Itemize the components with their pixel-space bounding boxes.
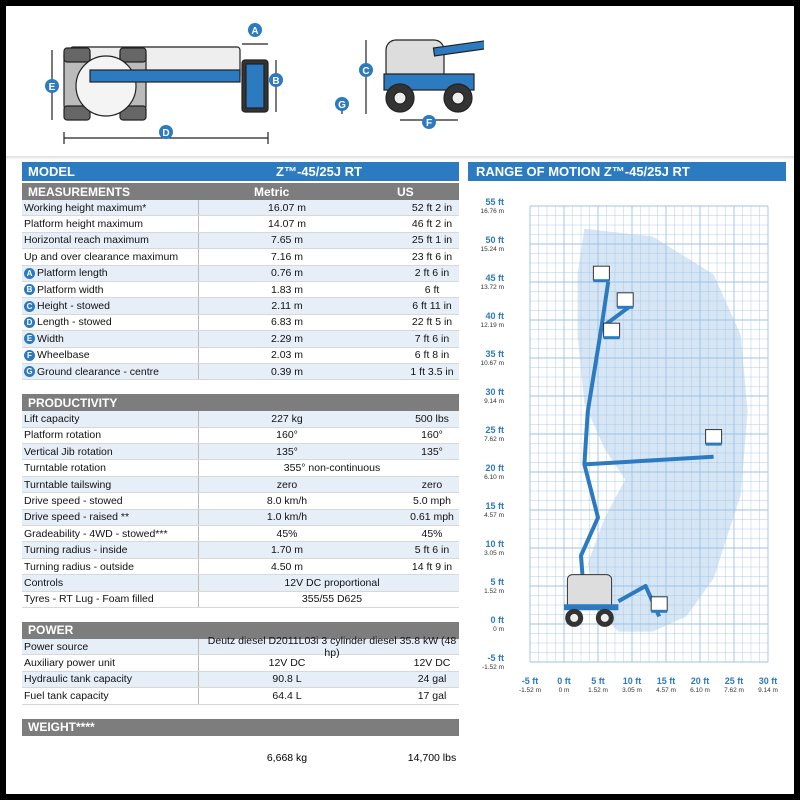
x-tick-label-m: -1.52 m: [518, 687, 542, 694]
y-tick-label-m: 10.67 m: [480, 360, 504, 367]
power-rows: [22, 634, 459, 705]
column-divider: [198, 526, 199, 541]
model-header: [22, 162, 459, 181]
measurements-row: [22, 216, 459, 232]
measurements-row-us: 6 ft 8 in: [414, 349, 450, 362]
x-tick-label-ft: 25 ft: [724, 676, 744, 686]
productivity-row: [22, 477, 459, 493]
productivity-row-us: 45%: [421, 527, 443, 540]
measurements-row-label: D Length - stowed: [24, 316, 112, 328]
productivity-row-label: Tyres - RT Lug - Foam filled: [24, 593, 154, 606]
platform-basket: [604, 323, 620, 337]
productivity-rows: [22, 411, 459, 608]
productivity-row-us: 500 lbs: [415, 412, 449, 425]
column-divider: [198, 477, 199, 492]
power-row-label: Hydraulic tank capacity: [24, 673, 132, 686]
platform-floor: [651, 610, 667, 613]
column-divider: [198, 266, 199, 281]
productivity-row-us: 135°: [421, 445, 443, 458]
column-divider: [198, 249, 199, 264]
power-row: [22, 655, 459, 671]
productivity-row-us: 5 ft 6 in: [414, 544, 450, 557]
y-tick-label-ft: 45 ft: [485, 273, 504, 283]
platform-basket: [617, 293, 633, 307]
x-tick-label-m: 6.10 m: [690, 687, 710, 694]
measurements-row-label: C Height - stowed: [24, 300, 110, 312]
productivity-row: [22, 559, 459, 575]
measurements-row-us: 25 ft 1 in: [411, 234, 453, 247]
productivity-row-us: 5.0 mph: [413, 494, 451, 507]
measurements-row-metric: 2.03 m: [270, 349, 304, 362]
measurements-row-label: Platform height maximum: [24, 218, 144, 231]
productivity-row-metric: 4.50 m: [270, 560, 304, 573]
measurements-row: [22, 364, 459, 380]
productivity-row-label: Gradeability - 4WD - stowed***: [24, 527, 168, 540]
y-tick-label-m: 12.19 m: [480, 322, 504, 329]
productivity-row: [22, 542, 459, 558]
productivity-row-label: Turning radius - outside: [24, 560, 134, 573]
power-row-us: 12V DC: [413, 657, 451, 670]
column-divider: [198, 364, 199, 379]
column-divider: [198, 411, 199, 426]
productivity-row-us: 0.61 mph: [410, 511, 454, 524]
spec-table: [22, 162, 459, 764]
measurements-row: [22, 298, 459, 314]
power-row: [22, 634, 459, 659]
column-divider: [198, 592, 199, 607]
y-tick-label-ft: 25 ft: [485, 425, 504, 435]
x-tick-label-ft: 20 ft: [690, 676, 710, 686]
productivity-row-label: Lift capacity: [24, 412, 80, 425]
power-row-label: Power source: [24, 640, 89, 653]
dimension-badge: E: [24, 333, 35, 344]
measurements-row-us: 46 ft 2 in: [411, 218, 453, 231]
measurements-row-label: Up and over clearance maximum: [24, 250, 179, 263]
section-divider: [6, 156, 794, 160]
platform-floor: [617, 306, 633, 309]
y-tick-label-m: 16.76 m: [480, 208, 504, 215]
platform-basket: [651, 597, 667, 611]
measurements-row-metric: 1.83 m: [270, 283, 304, 296]
dimension-badge: B: [24, 284, 35, 295]
productivity-row-label: Vertical Jib rotation: [24, 445, 113, 458]
productivity-row-metric: 1.70 m: [270, 544, 304, 557]
dimension-badge: C: [24, 301, 35, 312]
measurements-row-metric: 6.83 m: [270, 316, 304, 329]
spec-sheet: [6, 6, 794, 794]
power-row-metric: 12V DC: [268, 657, 306, 670]
x-tick-label-m: 4.57 m: [656, 687, 676, 694]
y-tick-label-m: 4.57 m: [484, 512, 504, 519]
productivity-row-value: 12V DC proportional: [284, 576, 380, 589]
measurements-row-us: 6 ft: [424, 283, 440, 296]
platform-floor: [604, 336, 620, 339]
x-tick-label-m: 1.52 m: [588, 687, 608, 694]
weight-header: [22, 719, 459, 736]
productivity-row: [22, 428, 459, 444]
weight-title: WEIGHT****: [28, 720, 95, 735]
range-of-motion-title: RANGE OF MOTION Z™-45/25J RT: [476, 164, 690, 179]
power-row-us: 17 gal: [417, 689, 447, 702]
measurements-row-label: A Platform length: [24, 267, 108, 279]
measurements-row-us: 22 ft 5 in: [411, 316, 453, 329]
badge-d: D: [162, 128, 170, 139]
measurements-row: [22, 315, 459, 331]
productivity-row: [22, 592, 459, 608]
measurements-rows: [22, 200, 459, 380]
y-tick-label-ft: 35 ft: [485, 349, 504, 359]
platform-basket: [706, 430, 722, 444]
column-divider: [198, 216, 199, 231]
column-divider: [198, 298, 199, 313]
measurements-row-label: E Width: [24, 333, 64, 345]
x-tick-label-ft: 0 ft: [557, 676, 571, 686]
measurements-row-metric: 7.65 m: [270, 234, 304, 247]
platform-floor: [706, 443, 722, 446]
range-of-motion-header: [468, 162, 786, 181]
weight-row: [22, 736, 459, 764]
productivity-row: [22, 510, 459, 526]
productivity-row-metric: 227 kg: [271, 412, 303, 425]
column-divider: [198, 331, 199, 346]
y-tick-label-m: 13.72 m: [480, 284, 504, 291]
machine-dimension-drawings: [24, 10, 484, 158]
column-divider: [198, 444, 199, 459]
y-tick-label-m: 1.52 m: [484, 588, 504, 595]
column-divider: [198, 510, 199, 525]
measurements-row: [22, 233, 459, 249]
y-tick-label-ft: 0 ft: [490, 615, 504, 625]
power-row: [22, 672, 459, 688]
y-tick-label-ft: 5 ft: [490, 577, 504, 587]
x-tick-label-m: 9.14 m: [758, 687, 778, 694]
measurements-row-metric: 2.29 m: [270, 332, 304, 345]
dimension-badge: D: [24, 317, 35, 328]
x-tick-label-ft: 30 ft: [758, 676, 778, 686]
productivity-row: [22, 411, 459, 427]
weight-us: 14,700 lbs: [407, 751, 457, 764]
dimension-badge: G: [24, 366, 35, 377]
x-tick-label-ft: -5 ft: [521, 676, 539, 686]
measurements-row-us: 2 ft 6 in: [414, 267, 450, 280]
productivity-row: [22, 493, 459, 509]
column-divider: [198, 575, 199, 590]
measurements-row-metric: 14.07 m: [268, 218, 306, 231]
y-tick-label-m: 6.10 m: [484, 474, 504, 481]
productivity-row: [22, 575, 459, 591]
platform-floor: [593, 279, 609, 282]
measurements-row-label: F Wheelbase: [24, 349, 90, 361]
y-tick-label-ft: 30 ft: [485, 387, 504, 397]
badge-e: E: [48, 82, 56, 93]
x-tick-label-ft: 10 ft: [622, 676, 642, 686]
column-divider: [198, 428, 199, 443]
productivity-row: [22, 526, 459, 542]
column-divider: [198, 559, 199, 574]
productivity-row-label: Turning radius - inside: [24, 544, 128, 557]
productivity-row-us: zero: [421, 478, 443, 491]
productivity-row-metric: 135°: [276, 445, 298, 458]
y-tick-label-ft: 15 ft: [485, 501, 504, 511]
range-of-motion-chart: [468, 182, 786, 702]
measurements-row-metric: 0.39 m: [270, 365, 304, 378]
productivity-row-metric: 160°: [276, 429, 298, 442]
productivity-row-value: 355° non-continuous: [283, 462, 381, 475]
badge-b: B: [272, 76, 280, 87]
productivity-row: [22, 444, 459, 460]
power-title: POWER: [28, 623, 74, 638]
y-tick-label-ft: 10 ft: [485, 539, 504, 549]
productivity-row-metric: 1.0 km/h: [266, 511, 308, 524]
productivity-row-metric: 45%: [276, 527, 298, 540]
measurements-row-metric: 7.16 m: [270, 250, 304, 263]
range-of-motion-panel: [468, 162, 786, 792]
column-divider: [198, 348, 199, 363]
measurements-header: [22, 183, 459, 200]
measurements-row-label: Horizontal reach maximum: [24, 234, 149, 247]
y-tick-label-ft: -5 ft: [487, 653, 504, 663]
measurements-row: [22, 331, 459, 347]
weight-metric: 6,668 kg: [266, 751, 308, 764]
column-divider: [198, 282, 199, 297]
productivity-row-us: 14 ft 9 in: [411, 560, 453, 573]
badge-g: G: [338, 100, 346, 111]
power-row: [22, 688, 459, 704]
machine-hub: [570, 614, 578, 622]
measurements-row-us: 1 ft 3.5 in: [410, 365, 454, 378]
power-row-us: 24 gal: [417, 673, 447, 686]
badge-f: F: [425, 118, 433, 129]
productivity-row-value: 355/55 D625: [301, 593, 363, 606]
column-divider: [198, 542, 199, 557]
productivity-row: [22, 460, 459, 476]
y-tick-label-ft: 20 ft: [485, 463, 504, 473]
power-row-metric: 64.4 L: [272, 689, 302, 702]
productivity-row-label: Platform rotation: [24, 429, 102, 442]
power-row-label: Auxiliary power unit: [24, 657, 116, 670]
column-divider: [198, 233, 199, 248]
x-tick-label-ft: 15 ft: [656, 676, 676, 686]
productivity-row-label: Drive speed - stowed: [24, 494, 123, 507]
productivity-header: [22, 394, 459, 411]
machine-body: [567, 575, 611, 609]
platform-basket: [593, 266, 609, 280]
measurements-row-us: 6 ft 11 in: [412, 300, 452, 313]
x-tick-label-m: 0 m: [558, 687, 570, 694]
measurements-row-us: 23 ft 6 in: [411, 250, 453, 263]
column-divider: [198, 315, 199, 330]
measurements-row-label: B Platform width: [24, 284, 104, 296]
column-divider: [198, 688, 199, 703]
y-tick-label-m: 0 m: [493, 626, 504, 633]
measurements-row-metric: 2.11 m: [271, 300, 303, 313]
column-divider: [198, 460, 199, 475]
column-divider: [198, 493, 199, 508]
productivity-title: PRODUCTIVITY: [28, 395, 118, 410]
measurements-row: [22, 249, 459, 265]
column-divider: [198, 200, 199, 215]
column-divider: [198, 655, 199, 670]
power-row-metric: 90.8 L: [272, 673, 302, 686]
measurements-row-label: Working height maximum*: [24, 201, 147, 214]
dimension-badge: F: [24, 350, 35, 361]
y-tick-label-m: 3.05 m: [484, 550, 504, 557]
productivity-row-label: Turntable tailswing: [24, 478, 112, 491]
measurements-row: [22, 200, 459, 216]
x-tick-label-m: 3.05 m: [622, 687, 642, 694]
y-tick-label-ft: 55 ft: [485, 197, 504, 207]
y-tick-label-ft: 50 ft: [485, 235, 504, 245]
measurements-row-label: G Ground clearance - centre: [24, 366, 159, 378]
y-tick-label-m: 7.62 m: [484, 436, 504, 443]
y-tick-label-m: -1.52 m: [481, 664, 504, 671]
measurements-row-metric: 16.07 m: [268, 201, 306, 214]
machine-hub: [601, 614, 609, 622]
y-tick-label-m: 9.14 m: [484, 398, 504, 405]
power-row-label: Fuel tank capacity: [24, 689, 109, 702]
us-column-header: US: [397, 184, 414, 199]
dimension-badge: A: [24, 268, 35, 279]
model-name: Z™-45/25J RT: [276, 164, 362, 179]
measurements-row: [22, 282, 459, 298]
badge-a: A: [251, 26, 259, 37]
power-row-value: Deutz diesel D2011L03i 3 cylinder diesel 35.8 kW (48 hp): [207, 634, 457, 659]
column-divider: [198, 672, 199, 687]
productivity-row-label: Controls: [24, 576, 64, 589]
measurements-row-us: 7 ft 6 in: [414, 332, 450, 345]
measurements-row: [22, 266, 459, 282]
productivity-row-label: Drive speed - raised **: [24, 511, 130, 524]
productivity-row-metric: zero: [276, 478, 298, 491]
model-label: MODEL: [28, 164, 75, 179]
column-divider: [198, 639, 199, 654]
measurements-row: [22, 348, 459, 364]
y-tick-label-m: 15.24 m: [480, 246, 504, 253]
x-tick-label-m: 7.62 m: [724, 687, 744, 694]
productivity-row-label: Turntable rotation: [24, 462, 106, 475]
measurements-row-metric: 0.76 m: [270, 267, 304, 280]
metric-column-header: Metric: [254, 184, 290, 199]
measurements-row-us: 52 ft 2 in: [411, 201, 453, 214]
badge-c: C: [362, 66, 370, 77]
y-tick-label-ft: 40 ft: [485, 311, 504, 321]
measurements-title: MEASUREMENTS: [28, 184, 131, 199]
productivity-row-metric: 8.0 km/h: [266, 494, 308, 507]
x-tick-label-ft: 5 ft: [591, 676, 605, 686]
productivity-row-us: 160°: [421, 429, 443, 442]
